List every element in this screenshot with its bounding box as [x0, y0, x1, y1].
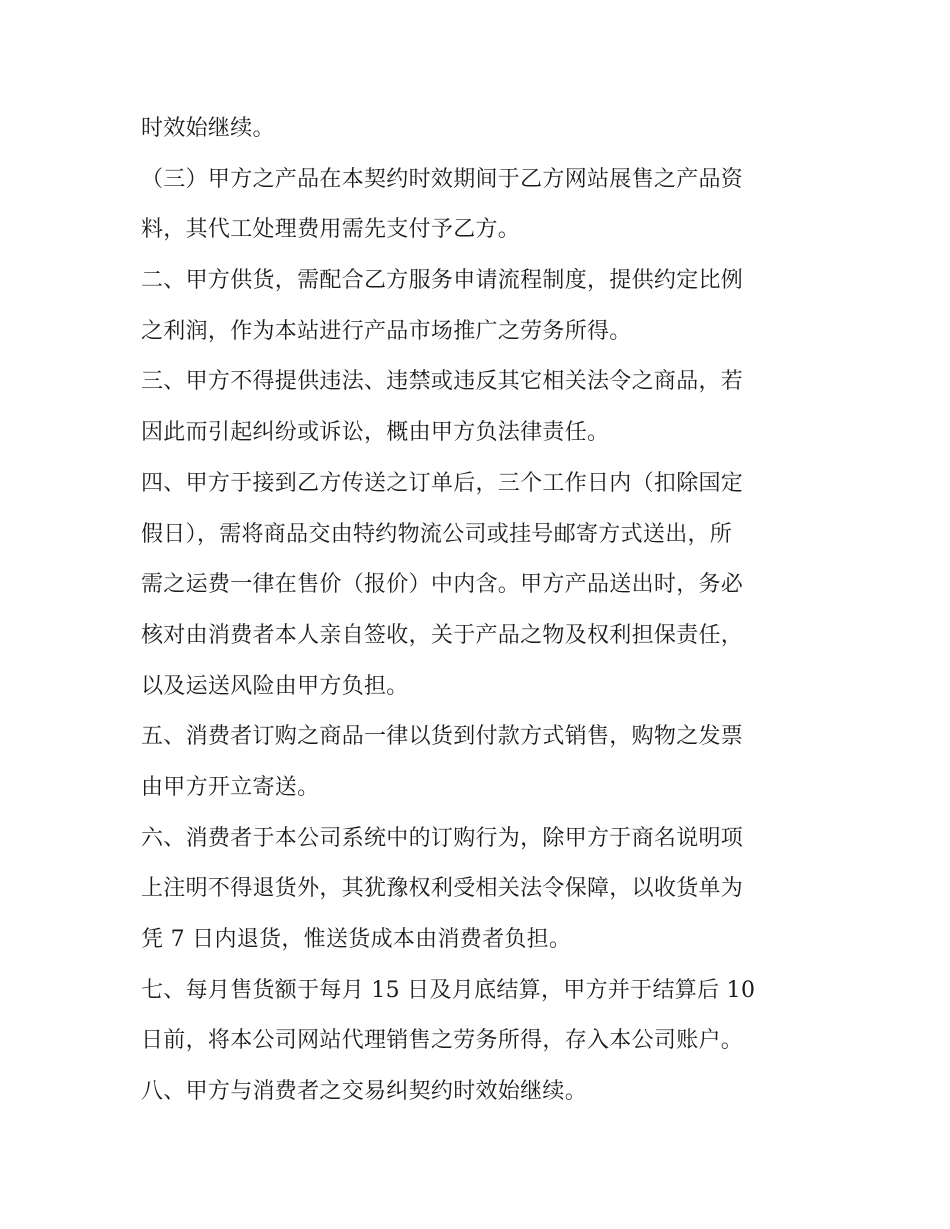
text-line: 以及运送风险由甲方负担。	[141, 673, 409, 699]
text-line: 六、消费者于本公司系统中的订购行为，除甲方于商名说明项	[141, 825, 744, 851]
text-line: 假日），需将商品交由特约物流公司或挂号邮寄方式送出，所	[141, 521, 733, 547]
text-line: 需之运费一律在售价（报价）中内含。甲方产品送出时，务必	[141, 572, 744, 598]
text-line: 料，其代工处理费用需先支付予乙方。	[141, 217, 521, 243]
text-line: 上注明不得退货外，其犹豫权利受相关法令保障，以收货单为	[141, 876, 744, 902]
text-line: （三）甲方之产品在本契约时效期间于乙方网站展售之产品资	[141, 166, 744, 192]
text-line: 八、甲方与消费者之交易纠契约时效始继续。	[141, 1079, 588, 1105]
text-line: 三、甲方不得提供违法、违禁或违反其它相关法令之商品，若	[141, 369, 744, 395]
text-line: 凭 7 日内退货，惟送货成本由消费者负担。	[141, 927, 572, 952]
text-line: 四、甲方于接到乙方传送之订单后，三个工作日内（扣除国定	[141, 470, 744, 496]
text-line: 核对由消费者本人亲自签收，关于产品之物及权利担保责任，	[141, 622, 744, 648]
text-line: 因此而引起纠纷或诉讼，概由甲方负法律责任。	[141, 420, 610, 446]
text-line: 时效始继续。	[141, 116, 275, 141]
document-body	[141, 104, 813, 1118]
text-line: 七、每月售货额于每月 15 日及月底结算，甲方并于结算后 10	[141, 977, 756, 1003]
text-line: 二、甲方供货，需配合乙方服务申请流程制度，提供约定比例	[141, 268, 744, 294]
text-line: 日前，将本公司网站代理销售之劳务所得，存入本公司账户。	[141, 1028, 744, 1054]
text-line: 由甲方开立寄送。	[141, 774, 320, 800]
text-line: 之利润，作为本站进行产品市场推广之劳务所得。	[141, 318, 632, 344]
text-line: 五、消费者订购之商品一律以货到付款方式销售，购物之发票	[141, 724, 744, 750]
